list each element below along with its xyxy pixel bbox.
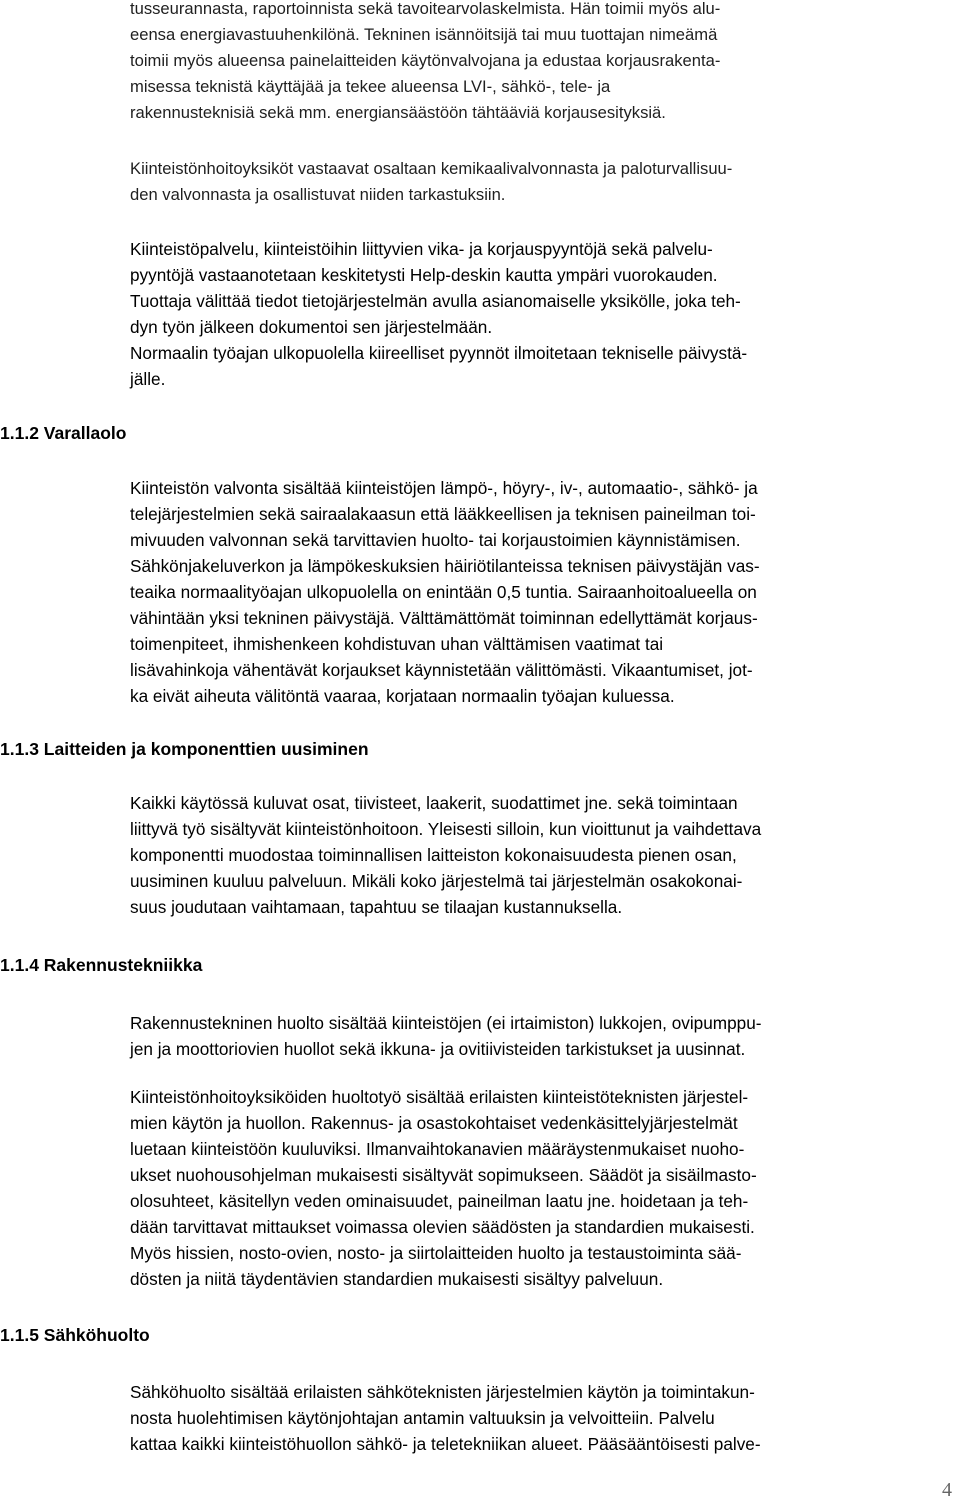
text-line: Sähkönjakeluverkon ja lämpökeskuksien häiriötilanteissa teknisen päivystäjän vas-	[130, 556, 760, 576]
text-line: telejärjestelmien sekä sairaalakaasun että lääkkeellisen ja teknisen paineilman toi-	[130, 504, 756, 524]
text-line: liittyvä työ sisältyvät kiinteistönhoitoon. Yleisesti silloin, kun vioittunut ja vaihdettava	[130, 819, 762, 839]
text-line: Tuottaja välittää tiedot tietojärjestelmän avulla asianomaiselle yksikölle, joka teh-	[130, 291, 741, 311]
text-line: tusseurannasta, raportoinnista sekä tavoitearvolaskelmista. Hän toimii myös alu-	[130, 0, 721, 18]
text-line: misessa teknistä käyttäjää ja tekee alueensa LVI-, sähkö-, tele- ja	[130, 77, 611, 96]
text-line: Myös hissien, nosto-ovien, nosto- ja siirtolaitteiden huolto ja testaustoiminta sää-	[130, 1243, 742, 1263]
text-line: luetaan kiinteistöön kuuluviksi. Ilmanvaihtokanavien määräystenmukaiset nuoho-	[130, 1139, 745, 1159]
text-line: ukset nuohousohjelman mukaisesti sisältyvät sopimukseen. Säädöt ja sisäilmasto-	[130, 1165, 757, 1185]
section-heading-varallaolo: 1.1.2 Varallaolo	[0, 423, 127, 443]
text-line: lisävahinkoja vähentävät korjaukset käynnistetään välittömästi. Vikaantumiset, jot-	[130, 660, 753, 680]
text-line: Rakennustekninen huolto sisältää kiinteistöjen (ei irtaimiston) lukkojen, ovipumppu-	[130, 1013, 762, 1033]
text-line: olosuhteet, käsitellyn veden ominaisuudet, paineilman laatu jne. hoidetaan ja teh-	[130, 1191, 749, 1211]
text-line: nosta huolehtimisen käytönjohtajan antamin valtuuksin ja velvoitteiin. Palvelu	[130, 1408, 715, 1428]
text-line: mivuuden valvonnan sekä tarvittavien huolto- tai korjaustoimien käynnistämisen.	[130, 530, 741, 550]
text-line: mien käytön ja huollon. Rakennus- ja osastokohtaiset vedenkäsittelyjärjestelmät	[130, 1113, 738, 1133]
text-line: eensa energiavastuuhenkilönä. Tekninen isännöitsijä tai muu tuottajan nimeämä	[130, 25, 718, 44]
text-line: pyyntöjä vastaanotetaan keskitetysti Help-deskin kautta ympäri vuorokauden.	[130, 265, 718, 285]
text-line: Kiinteistön valvonta sisältää kiinteistöjen lämpö-, höyry-, iv-, automaatio-, sähkö- ja	[130, 478, 758, 498]
text-line: toimii myös alueensa painelaitteiden käytönvalvojana ja edustaa korjausrakenta-	[130, 51, 721, 70]
text-line: kattaa kaikki kiinteistöhuollon sähkö- ja teletekniikan alueet. Pääsääntöisesti palve-	[130, 1434, 761, 1454]
text-line: jälle.	[130, 369, 166, 389]
text-line: ka eivät aiheuta välitöntä vaaraa, korjataan normaalin työajan kuluessa.	[130, 686, 675, 706]
text-line: teaika normaalityöajan ulkopuolella on enintään 0,5 tuntia. Sairaanhoitoalueella on	[130, 582, 757, 602]
section-heading-uusiminen: 1.1.3 Laitteiden ja komponenttien uusiminen	[0, 739, 369, 759]
text-line: Kiinteistönhoitoyksiköt vastaavat osaltaan kemikaalivalvonnasta ja paloturvallisuu-	[130, 159, 733, 178]
text-line: jen ja moottoriovien huollot sekä ikkuna- ja ovitiivisteiden tarkistukset ja uusinnat.	[130, 1039, 746, 1059]
text-line: dyn työn jälkeen dokumentoi sen järjestelmään.	[130, 317, 493, 337]
text-line: Kiinteistönhoitoyksiköiden huoltotyö sisältää erilaisten kiinteistöteknisten järjestel-	[130, 1087, 749, 1107]
text-line: uusiminen kuuluu palveluun. Mikäli koko järjestelmä tai järjestelmän osakokonai-	[130, 871, 743, 891]
section-heading-rakennustekniikka: 1.1.4 Rakennustekniikka	[0, 955, 203, 975]
text-line: dösten ja niitä täydentävien standardien mukaisesti sisältyy palveluun.	[130, 1269, 664, 1289]
text-line: komponentti muodostaa toiminnallisen laitteiston kokonaisuudesta pienen osan,	[130, 845, 737, 865]
text-line: suus joudutaan vaihtamaan, tapahtuu se tilaajan kustannuksella.	[130, 897, 623, 917]
page-number: 4	[942, 1479, 952, 1501]
text-line: dään tarvittavat mittaukset voimassa olevien säädösten ja standardien mukaisesti.	[130, 1217, 755, 1237]
text-line: toimenpiteet, ihmishenkeen kohdistuvan uhan välttämisen vaatimat tai	[130, 634, 664, 654]
text-line: Kiinteistöpalvelu, kiinteistöihin liittyvien vika- ja korjauspyyntöjä sekä palvelu-	[130, 239, 713, 259]
section-heading-sahkohuolto: 1.1.5 Sähköhuolto	[0, 1325, 150, 1345]
text-line: rakennusteknisiä sekä mm. energiansäästöön tähtääviä korjausesityksiä.	[130, 103, 666, 122]
text-line: den valvonnasta ja osallistuvat niiden tarkastuksiin.	[130, 185, 506, 204]
text-line: vähintään yksi tekninen päivystäjä. Välttämättömät toiminnan edellyttämät korjaus-	[130, 608, 758, 628]
text-line: Sähköhuolto sisältää erilaisten sähköteknisten järjestelmien käytön ja toimintakun-	[130, 1382, 755, 1402]
text-line: Kaikki käytössä kuluvat osat, tiivisteet, laakerit, suodattimet jne. sekä toimintaan	[130, 793, 738, 813]
text-line: Normaalin työajan ulkopuolella kiireelliset pyynnöt ilmoitetaan tekniselle päivystä-	[130, 343, 748, 363]
